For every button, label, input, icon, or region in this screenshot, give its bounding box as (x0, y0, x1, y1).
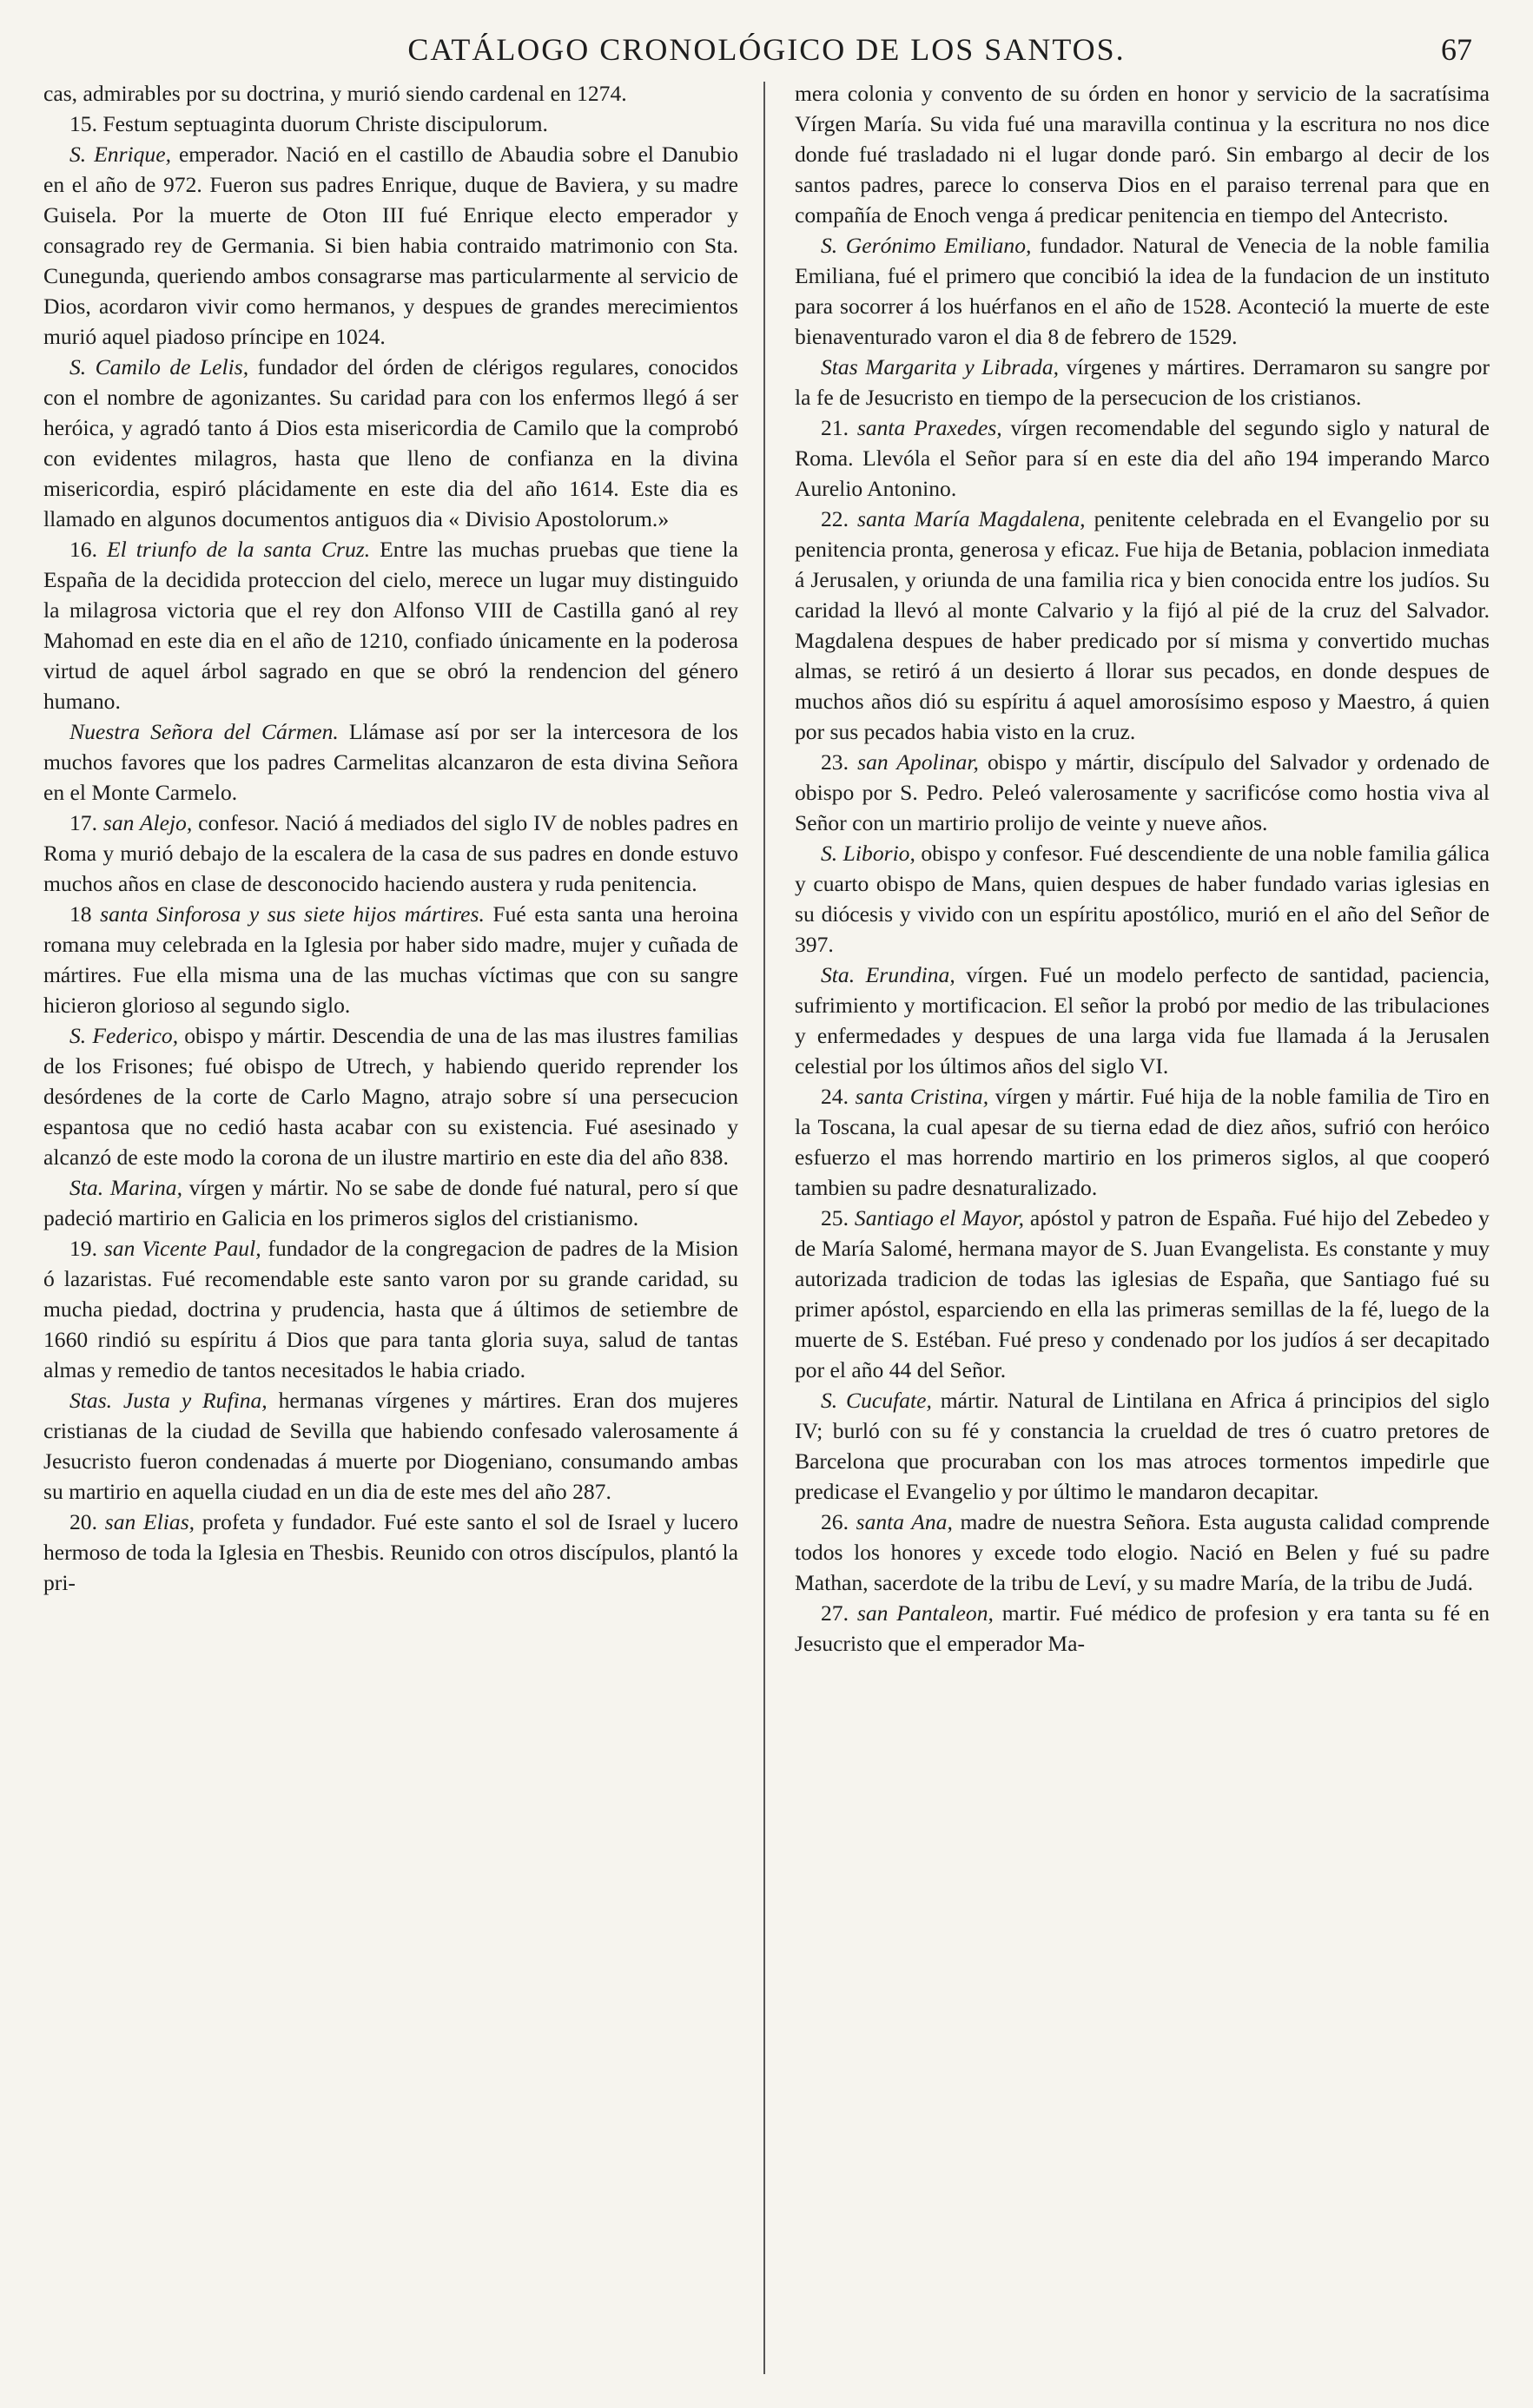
entry-text: vírgen. Fué un modelo perfecto de santidad, paciencia, sufrimiento y mortificacion. El señor la probó por medio de las tribulaciones y enfermedades y despues de una larga vida fue llamada á la Jerusalen celestial por los últimos años del siglo VI. (795, 962, 1490, 1079)
day-number: 23. (821, 749, 849, 775)
entry-paragraph (43, 1507, 738, 1598)
entry-paragraph (43, 899, 738, 1020)
entry-text: Entre las muchas pruebas que tiene la España de la decidida proteccion del cielo, merece un lugar muy distinguido la milagrosa victoria que el rey don Alfonso VIII de Castilla ganó al rey Mahomad en este dia en el año de 1210, confiado únicamente en la poderosa virtud de aquel árbol sagrado en que se obró la rendencion del género humano. (43, 537, 738, 714)
saint-name: S. Federico, (69, 1023, 179, 1048)
entry-text: vírgen y mártir. No se sabe de donde fué natural, pero sí que padeció martirio en Galicia en los primeros siglos del cristianismo. (43, 1175, 738, 1230)
saint-name: Stas Margarita y Librada, (821, 354, 1060, 379)
entry-paragraph (43, 78, 738, 109)
entry-paragraph (795, 747, 1490, 838)
entry-paragraph (795, 838, 1490, 960)
entry-text: Fué esta santa una heroina romana muy celebrada en la Iglesia por haber sido madre, mujer y cuñada de mártires. Fue ella misma una de las muchas víctimas que con su sangre hicieron glorioso al segundo siglo. (43, 901, 738, 1018)
saint-name: san Apolinar, (857, 749, 979, 775)
saint-name: san Pantaleon, (856, 1600, 994, 1626)
entry-paragraph (795, 960, 1490, 1081)
entry-text: profeta y fundador. Fué este santo el sol de Israel y lucero hermoso de toda la Iglesia en Thesbis. Reunido con otros discípulos, plantó la pri- (43, 1509, 738, 1595)
page-header (61, 31, 1472, 75)
left-column (43, 78, 738, 2379)
saint-name: santa Sinforosa y sus siete hijos mártires. (100, 901, 485, 927)
entry-text: hermanas vírgenes y mártires. Eran dos mujeres cristianas de la ciudad de Sevilla que habiendo confesado valerosamente á Jesucristo fueron condenadas á muerte por Diogeniano, consumando ambas su martirio en aquella ciudad en un dia de este mes del año 287. (43, 1388, 738, 1504)
entry-paragraph (43, 534, 738, 716)
entry-text: obispo y confesor. Fué descendiente de una noble familia gálica y cuarto obispo de Mans, quien despues de haber fundado varias iglesias en su diócesis y vivido con un espíritu apostólico, murió en el año del Señor de 397. (795, 841, 1490, 957)
entry-paragraph (43, 1172, 738, 1233)
entry-paragraph (795, 78, 1490, 230)
entry-text: Llámase así por ser la intercesora de los muchos favores que los padres Carmelitas alcanzaron de esta divina Señora en el Monte Carmelo. (43, 719, 738, 805)
day-number: 24. (821, 1084, 849, 1109)
entry-paragraph (795, 1203, 1490, 1385)
day-number: 21. (821, 415, 849, 440)
entry-text: fundador. Natural de Venecia de la noble familia Emiliana, fué el primero que concibió la idea de la fundacion de un instituto para socorrer á los huérfanos en el año de 1528. Aconteció la muerte de este bienaventurado varon el dia 8 de febrero de 1529. (795, 233, 1490, 349)
page-number: 67 (1441, 32, 1472, 67)
day-number: 18 (69, 901, 92, 927)
entry-text: mera colonia y convento de su órden en honor y servicio de la sacratísima Vírgen María. Su vida fué una maravilla continua y la escritura no nos dice donde fué trasladado ni el lugar donde paró. Sin embargo al decir de los santos padres, parece lo conserva Dios en el paraiso terrenal para que en compañía de Enoch venga á predicar penitencia en tiempo del Antecristo. (795, 81, 1490, 228)
entry-text: apóstol y patron de España. Fué hijo del Zebedeo y de María Salomé, hermana mayor de S. Juan Evangelista. Es constante y muy autorizada tradicion de todas las iglesias de España, que Santiago fué su primer apóstol, esparciendo en ella las primeras semillas de la fé, luego de la muerte de S. Estéban. Fué preso y condenado por los judíos á ser decapitado por el año 44 del Señor. (795, 1205, 1490, 1382)
entry-text: fundador del órden de clérigos regulares, conocidos con el nombre de agonizantes. Su caridad para con los enfermos llegó á ser heróica, y agradó tanto á Dios esta misericordia de Camilo que la comprobó con evidentes milagros, hasta que lleno de confianza en la divina misericordia, espiró plácidamente en este dia del año 1614. Este dia es llamado en algunos documentos antiguos dia « Divisio Apostolorum.» (43, 354, 738, 531)
entry-text: Festum septuaginta duorum Christe discipulorum. (102, 111, 548, 136)
saint-name: Stas. Justa y Rufina, (69, 1388, 268, 1413)
saint-name: san Elias, (104, 1509, 195, 1534)
entry-paragraph (795, 1385, 1490, 1507)
saint-name: S. Enrique, (69, 142, 171, 167)
saint-name: Santiago el Mayor, (854, 1205, 1024, 1230)
entry-paragraph (43, 1385, 738, 1507)
entry-text: obispo y mártir. Descendia de una de las mas ilustres familias de los Frisones; fué obispo de Utrech, y habiendo querido reprender los desórdenes de la corte de Carlo Magno, atrajo sobre sí una persecucion espantosa que no cedió hasta acabar con su existencia. Fué asesinado y alcanzó de este modo la corona de un ilustre martirio en este dia del año 838. (43, 1023, 738, 1170)
entry-paragraph (795, 1598, 1490, 1659)
entry-text: vírgen y mártir. Fué hija de la noble familia de Tiro en la Toscana, la cual apesar de su tierna edad de diez años, sufrió con heróico esfuerzo el mas horrendo martirio en los primeros siglos, al que cooperó tambien su padre desnaturalizado. (795, 1084, 1490, 1200)
entry-paragraph (43, 1020, 738, 1172)
day-number: 27. (821, 1600, 849, 1626)
entry-text: obispo y mártir, discípulo del Salvador y ordenado de obispo por S. Pedro. Peleó valerosamente y sacrificóse como hostia viva al Señor con un martirio prolijo de veinte y nueve años. (795, 749, 1490, 835)
entry-paragraph (43, 716, 738, 808)
day-number: 26. (821, 1509, 849, 1534)
entry-text: fundador de la congregacion de padres de la Mision ó lazaristas. Fué recomendable este santo varon por su grande caridad, su mucha piedad, doctrina y prudencia, hasta que á últimos de setiembre de 1660 rindió su espíritu á Dios que para tanta gloria suya, salud de tantas almas y remedio de tantos necesitados le habia criado. (43, 1236, 738, 1382)
saint-name: san Vicente Paul, (103, 1236, 261, 1261)
saint-name: S. Cucufate, (821, 1388, 932, 1413)
entry-paragraph (795, 504, 1490, 747)
entry-text: confesor. Nació á mediados del siglo IV de nobles padres en Roma y murió debajo de la escalera de la casa de sus padres en donde estuvo muchos años en clase de desconocido haciendo austera y ruda penitencia. (43, 810, 738, 896)
day-number: 20. (69, 1509, 97, 1534)
saint-name: santa Cristina, (855, 1084, 989, 1109)
day-number: 15. (69, 111, 97, 136)
entry-text: madre de nuestra Señora. Esta augusta calidad comprende todos los honores y excede todo elogio. Nació en Belen y fué su padre Mathan, sacerdote de la tribu de Leví, y su madre María, de la tribu de Judá. (795, 1509, 1490, 1595)
entry-paragraph (795, 412, 1490, 504)
saint-name: S. Gerónimo Emiliano, (821, 233, 1032, 258)
running-title: CATÁLOGO CRONOLÓGICO DE LOS SANTOS. (407, 32, 1126, 67)
entry-text: mártir. Natural de Lintilana en Africa á principios del siglo IV; burló con su fé y constancia la crueldad de tres ó cuatro pretores de Barcelona que procuraban con los mas atroces tormentos impedirle que predicase el Evangelio y por último le mandaron decapitar. (795, 1388, 1490, 1504)
saint-name: santa Ana, (856, 1509, 953, 1534)
saint-name: san Alejo, (102, 810, 193, 835)
entry-text: cas, admirables por su doctrina, y murió siendo cardenal en 1274. (43, 81, 627, 106)
entry-text: vírgen recomendable del segundo siglo y natural de Roma. Llevóla el Señor para sí en este dia del año 194 imperando Marco Aurelio Antonino. (795, 415, 1490, 501)
day-number: 17. (69, 810, 97, 835)
saint-name: Sta. Erundina, (821, 962, 955, 987)
day-number: 19. (69, 1236, 97, 1261)
entry-paragraph (43, 352, 738, 534)
day-number: 25. (821, 1205, 849, 1230)
entry-paragraph (43, 139, 738, 352)
saint-name: Sta. Marina, (69, 1175, 183, 1200)
entry-paragraph (795, 230, 1490, 352)
day-number: 22. (821, 506, 849, 531)
right-column (795, 78, 1490, 2379)
entry-paragraph (795, 352, 1490, 412)
saint-name: Nuestra Señora del Cármen. (69, 719, 339, 744)
saint-name: S. Camilo de Lelis, (69, 354, 249, 379)
entry-text: penitente celebrada en el Evangelio por su penitencia pronta, generosa y eficaz. Fue hija de Betania, poblacion inmediata á Jerusalen, y oriunda de una familia rica y bien conocida entre los judíos. Su caridad la llevó al monte Calvario y la fijó al pié de la cruz del Salvador. Magdalena despues de haber predicado por sí misma y convertido muchas almas, se retiró á un desierto á llorar sus pecados, en donde despues de muchos años dió su espíritu á aquel amorosísimo esposo y Maestro, á quien por sus pecados habia visto en la cruz. (795, 506, 1490, 744)
entry-paragraph (43, 808, 738, 899)
column-divider (763, 82, 765, 2374)
entry-text: vírgenes y mártires. Derramaron su sangre por la fe de Jesucristo en tiempo de la persecucion de los cristianos. (795, 354, 1490, 410)
saint-name: S. Liborio, (821, 841, 915, 866)
entry-paragraph (795, 1081, 1490, 1203)
saint-name: El triunfo de la santa Cruz. (107, 537, 371, 562)
entry-paragraph (795, 1507, 1490, 1598)
entry-text: martir. Fué médico de profesion y era tanta su fé en Jesucristo que el emperador Ma- (795, 1600, 1490, 1656)
entry-text: emperador. Nació en el castillo de Abaudia sobre el Danubio en el año de 972. Fueron sus padres Enrique, duque de Baviera, y su madre Guisela. Por la muerte de Oton III fué Enrique electo emperador y consagrado rey de Germania. Si bien habia contraido matrimonio con Sta. Cunegunda, queriendo ambos consagrarse mas particularmente al servicio de Dios, acordaron vivir como hermanos, y despues de grandes merecimientos murió aquel piadoso príncipe en 1024. (43, 142, 738, 349)
day-number: 16. (69, 537, 97, 562)
entry-paragraph (43, 109, 738, 139)
saint-name: santa María Magdalena, (857, 506, 1086, 531)
text-columns (43, 78, 1490, 2379)
entry-paragraph (43, 1233, 738, 1385)
saint-name: santa Praxedes, (856, 415, 1002, 440)
